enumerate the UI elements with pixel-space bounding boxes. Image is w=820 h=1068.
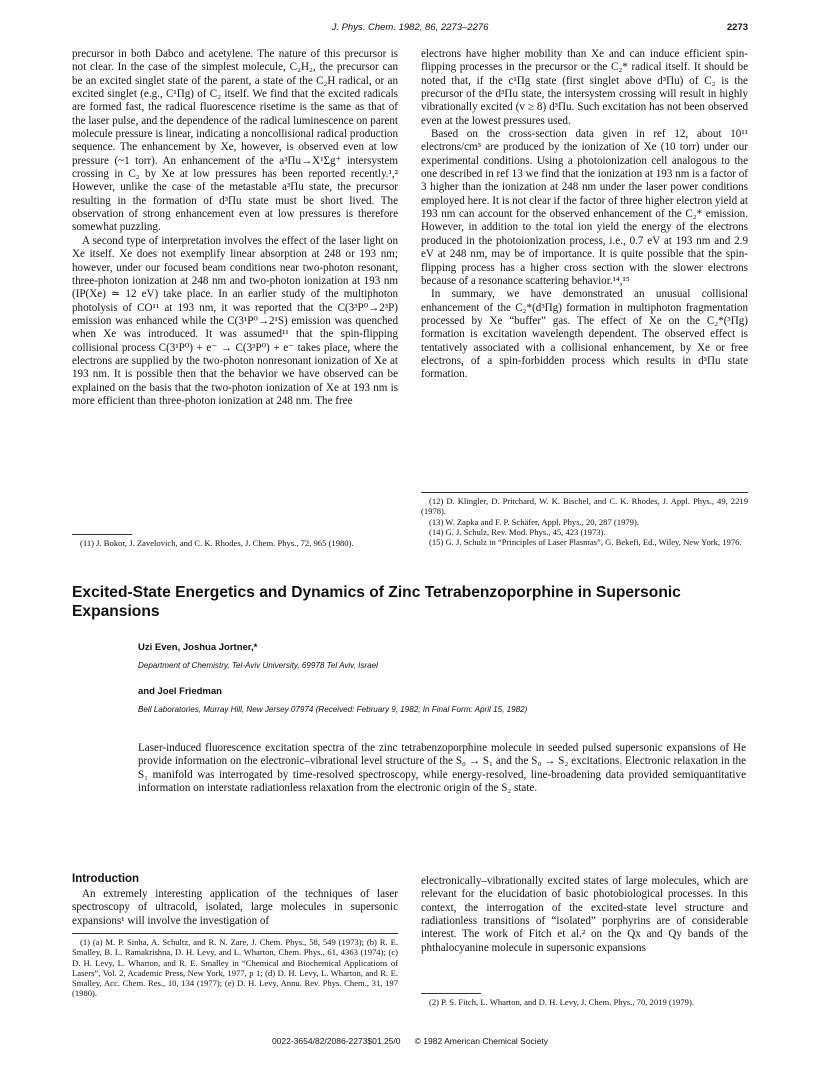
paragraph: electronically–vibrationally excited states of large molecules, which are relevant for the elucidation of basic photobiological processes. In this context, the interrogation of the excited-state level structure and radiationless transitions of “isolated” porphyrins are of considerable interest. The work of Fitch et al.² on the Qx and Qy bands of the phthalocyanine molecule in supersonic expansions (421, 875, 748, 954)
intro-left-text (72, 888, 398, 928)
section-heading: Introduction (72, 873, 140, 885)
footnote: (14) G. J. Schulz, Rev. Mod. Phys., 45, 423 (1973). (429, 526, 606, 537)
copyright: © 1982 American Chemical Society (414, 1036, 549, 1046)
article-code: 0022-3654/82/2086-2273$01.25/0 (271, 1036, 401, 1046)
page-number: 2273 (726, 22, 748, 33)
footnote: (13) W. Zapka and F. P. Schäfer, Appl. Phys., 20, 287 (1979). (429, 516, 639, 527)
footnote: (2) P. S. Fitch, L. Wharton, and D. H. Levy, J. Chem. Phys., 70, 2019 (1979). (429, 997, 694, 1007)
paragraph: electrons have higher mobility than Xe and can induce efficient spin-flipping processes in the precursor or the C₂* radical itself. It should be noted that, if the c¹Πg state (first singlet above d³Πu) of C₂ is the precursor of the d³Πu state, the intersystem crossing will result in highly vibrationally excited (v ≥ 8) d³Πu. Such excitation has not been observed even at the lowest pressures used. (421, 48, 748, 127)
page-footer (0, 1036, 820, 1046)
footnote: (11) J. Bokor, J. Zavelovich, and C. K. Rhodes, J. Chem. Phys., 72, 965 (1980). (80, 538, 354, 548)
footnote-rule (421, 492, 748, 493)
footnote: (1) (a) M. P. Sinha, A. Schultz, and R. N. Zare, J. Chem. Phys., 58, 549 (1973); (b) R. E. Smalley, B. L. Ramakrishna, D. H. Levy, and L. Wharton, Chem. Phys., 61, 4363 (1974); (c) D. H. Levy, L. Wharton, and R. E. Smalley in “Chemical and Biochemical Applications of Lasers”, Vol. 2, Academic Press, New York, 1977, p 1; (d) D. H. Levy, L. Wharton, and R. E. Smalley, Acc. Chem. Res., 10, 134 (1977); (e) D. H. Levy, Annu. Rev. Phys. Chem., 31, 197 (1980). (72, 937, 398, 999)
affiliation-primary: Department of Chemistry, Tel-Aviv University, 69978 Tel Aviv, Israel (138, 661, 378, 670)
footnote-rule (72, 933, 398, 934)
right-column-text (421, 48, 748, 382)
paragraph: Based on the cross-section data given in ref 12, about 10¹¹ electrons/cm³ are produced by the ionization of Xe (10 torr) under our experimental conditions. Using a photoionization cell analogous to the one described in ref 13 we find that the ionization at 193 nm is a factor of 3 higher than the ionization at 248 nm under the laser power conditions employed here. It is not clear if the factor of three higher electron yield at 193 nm can account for the observed enhancement of the C₂* emission. However, in addition to the total ion yield the energy of the electrons produced in the photoionization process, i.e., 0.7 eV at 193 nm and 2.9 eV at 248 nm, may be of importance. It is quite possible that the spin-flipping process has a higher cross section with the slower electrons because of a resonance scattering behavior.¹⁴,¹⁵ (421, 128, 748, 287)
article-title: Excited-State Energetics and Dynamics of Zinc Tetrabenzoporphine in Supersonic Expansions (72, 584, 681, 620)
intro-right-text (421, 875, 748, 955)
left-column-text (72, 48, 398, 408)
authors-primary: Uzi Even, Joshua Jortner,* (138, 642, 258, 653)
running-header (72, 22, 748, 38)
footnote: (12) D. Klingler, D. Pritchard, W. K. Bischel, and C. K. Rhodes, J. Appl. Phys., 49, 2219 (1978). (421, 496, 748, 517)
footnote-rule (421, 993, 481, 994)
paragraph: In summary, we have demonstrated an unusual collisional enhancement of the C₂*(d³Πg) formation in multiphoton fragmentation processed by Xe “buffer” gas. The effect of Xe on the C₂*(³Πg) formation is excitation wavelength dependent. The observed effect is tentatively associated with a collisional enhancement, by Xe or free electrons, of a spin-forbidden process which results in d³Πu state formation. (421, 288, 748, 381)
paragraph: A second type of interpretation involves the effect of the laser light on Xe itself. Xe does not exemplify linear absorption at 248 or 193 nm; however, under our focused beam conditions near two-photon resonant, three-photon ionization at 248 nm and two-photon ionization at 193 nm (IP(Xe) ≃ 12 eV) take place. In an earlier study of the multiphoton photolysis of CO¹¹ at 193 nm, it was reported that the C(3³P⁰→2³P) emission was enhanced while the C(3¹P⁰→2¹S) emission was quenched when Xe was introduced. It was assumed¹¹ that the spin-flipping collisional process C(3¹P⁰) + e⁻ → C(3³P⁰) + e⁻ takes place, where the electrons are supplied by the two-photon nonresonant ionization of Xe at 193 nm. It is possible then that the behavior we have observed can be explained on the basis that the two-photon ionization of Xe at 193 nm is more efficient than three-photon ionization at 248 nm. The free (72, 234, 398, 407)
paragraph: An extremely interesting application of the techniques of laser spectroscopy of ultracold, isolated, large molecules in supersonic expansions¹ will involve the investigation of (72, 888, 398, 927)
abstract: Laser-induced fluorescence excitation spectra of the zinc tetrabenzoporphine molecule in seeded pulsed supersonic expansions of He provide information on the electronic–vibrational level structure of the S₀ → S₁ and the S₀ → S₂ excitations. Electronic relaxation in the S₁ manifold was interrogated by time-resolved spectroscopy, while energy-resolved, line-broadening data provided semiquantitative information on interstate radiationless relaxation from the electronic origin of the S₂ state. (138, 742, 746, 795)
footnote-rule (72, 534, 132, 535)
intro-right-footnote (421, 997, 748, 1007)
paragraph: precursor in both Dabco and acetylene. The nature of this precursor is not clear. In the case of the simplest molecule, C₂H₂, the precursor can be an excited singlet state of the parent, a state of the C₂H radical, or an excited singlet (e.g., C¹Πg) of C₂ itself. We find that the excited radicals are formed fast, the radical fluorescence risetime is the same as that of the laser pulse, and the dependence of the radical luminescence on parent molecule pressure is linear, indicating a noncollisional radical production sequence. The enhancement by Xe, however, is observed even at low pressure (~1 torr). An enhancement of the a³Πu→X¹Σg⁺ intersystem crossing in C₂ by Xe at low pressures has been reported recently.¹,² However, unlike the case of the metastable a³Πu state, the precursor resulting in the formation of d³Πu state must be short lived. The observation of strong enhancement even at low pressures is therefore somewhat puzzling. (72, 48, 398, 234)
footnote: (15) G. J. Schulz in “Principles of Laser Plasmas”, G. Bekefi, Ed., Wiley, New York, 1976. (429, 537, 742, 548)
right-footnotes (421, 496, 748, 547)
left-footnotes (72, 538, 398, 548)
journal-citation: J. Phys. Chem. 1982, 86, 2273–2276 (331, 22, 489, 33)
authors-secondary: and Joel Friedman (138, 686, 222, 697)
intro-left-footnote (72, 937, 398, 999)
affiliation-secondary: Bell Laboratories, Murray Hill, New Jersey 07974 (Received: February 9, 1982; In Final Form: April 15, 1982) (138, 705, 528, 714)
